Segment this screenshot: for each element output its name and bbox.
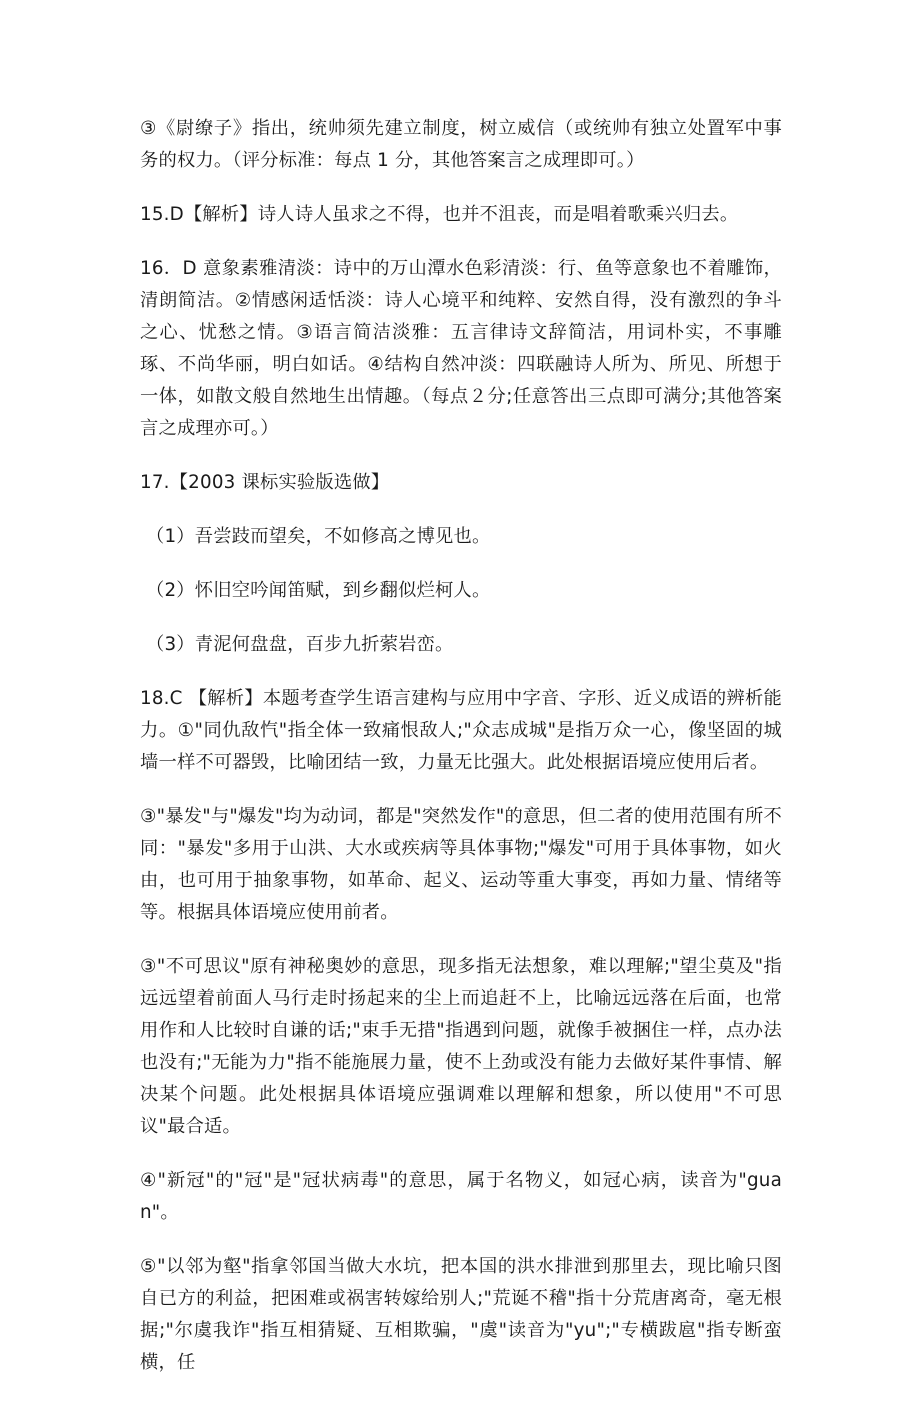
document-page bbox=[140, 113, 782, 1401]
paragraph-q17-item2: （2）怀旧空吟闻笛赋，到乡翻似烂柯人。 bbox=[146, 580, 491, 601]
paragraph-q15: 15.D【解析】诗人诗人虽求之不得，也并不沮丧，而是唱着歌乘兴归去。 bbox=[140, 204, 739, 225]
paragraph-q17-item1: （1）吾尝跂而望矣，不如修高之博见也。 bbox=[146, 526, 491, 547]
paragraph-q18-point-bukesiyi: ③"不可思议"原有神秘奥妙的意思，现多指无法想象，难以理解;"望尘莫及"指远远望着前面人马行走时扬起来的尘上而追赶不上，比喻远远落在后面，也常用作和人比较时自谦的话;"束手无措"指遇到问题，就像手被捆住一样，点办法也没有;"无能为力"指不能施展力量，使不上劲或没有能力去做好某件事情、解决某个问题。此处根据具体语境应强调难以理解和想象，所以使用"不可思议"最合适。 bbox=[140, 956, 782, 1137]
paragraph-q16: 16．D 意象素雅清淡：诗中的万山潭水色彩清淡：行、鱼等意象也不着雕饰，清朗简洁。②情感闲适恬淡：诗人心境平和纯粹、安然自得，没有激烈的争斗之心、忧愁之情。③语言简洁淡雅：五言律诗文辞简洁，用词朴实，不事雕琢、不尚华丽，明白如话。④结构自然冲淡：四联融诗人所为、所见、所想于一体，如散文般自然地生出情趣。（每点２分;任意答出三点即可满分;其他答案言之成理亦可。） bbox=[140, 258, 782, 439]
paragraph-q17-heading: 17.【2003 课标实验版选做】 bbox=[140, 472, 390, 493]
paragraph-q14-point3: ③《尉缭子》指出，统帅须先建立制度，树立威信（或统帅有独立处置军中事务的权力。（评分标准：每点 1 分，其他答案言之成理即可。） bbox=[140, 118, 782, 171]
paragraph-q18-point-baofa: ③"暴发"与"爆发"均为动词，都是"突然发作"的意思，但二者的使用范围有所不同："暴发"多用于山洪、大水或疾病等具体事物;"爆发"可用于具体事物，如火由，也可用于抽象事物，如革命、起义、运动等重大事变，再如力量、情绪等等。根据具体语境应使用前者。 bbox=[140, 806, 782, 923]
paragraph-q18-intro: 18.C 【解析】本题考查学生语言建构与应用中字音、字形、近义成语的辨析能力。①"同仇敌忾"指全体一致痛恨敌人;"众志成城"是指万众一心，像坚固的城墙一样不可器毁，比喻团结一致，力量无比强大。此处根据语境应使用后者。 bbox=[140, 688, 782, 773]
paragraph-q18-point-yilinweihe: ⑤"以邻为壑"指拿邻国当做大水坑，把本国的洪水排泄到那里去，现比喻只图自已方的利益，把困难或祸害转嫁给别人;"荒诞不稽"指十分荒唐离奇，毫无根据;"尔虞我诈"指互相猜疑、互相欺骗，"虞"读音为"yu";"专横跋扈"指专断蛮横，任 bbox=[140, 1256, 782, 1373]
paragraph-q18-point-xinguan: ④"新冠"的"冠"是"冠状病毒"的意思，属于名物义，如冠心病，读音为"guan"。 bbox=[140, 1170, 782, 1223]
paragraph-q17-item3: （3）青泥何盘盘，百步九折萦岩峦。 bbox=[146, 634, 454, 655]
